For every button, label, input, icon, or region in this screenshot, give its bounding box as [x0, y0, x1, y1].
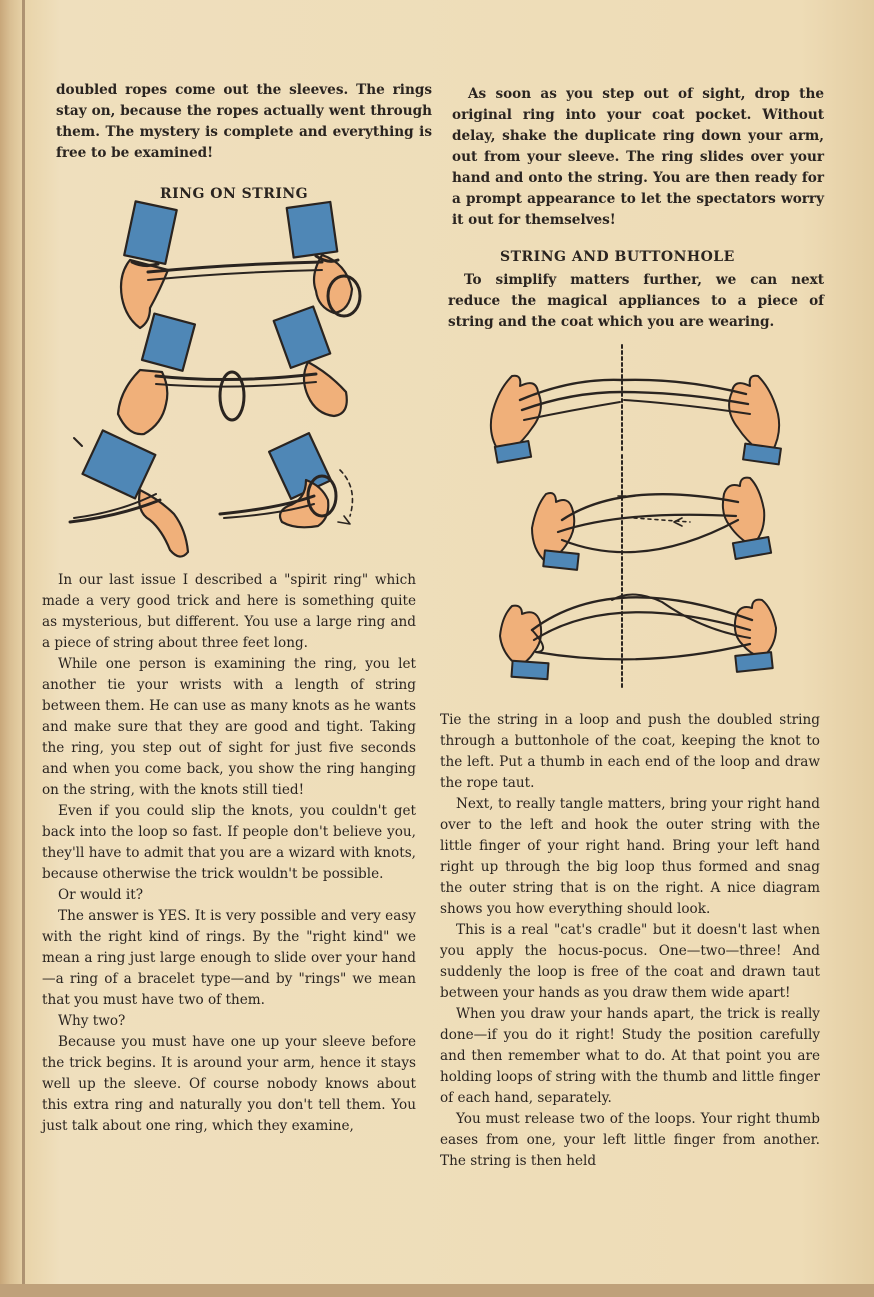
ring-on-string-heading: RING ON STRING [160, 186, 309, 202]
paragraph: The answer is YES. It is very possible and very easy with the right kind of rings. By the "right kind" we mean a ring just large enough to slide over your hand—a ring of a bracelet type—and by "rings" we mean that you must have two of them. [42, 908, 416, 1008]
column-b-body-text [440, 710, 820, 1172]
panel-1-hands-tied [121, 201, 360, 328]
figure-3-final-position [500, 570, 776, 690]
column-a-top-text [56, 80, 432, 164]
string-and-buttonhole-illustration [462, 340, 812, 700]
paragraph: Next, to really tangle matters, bring your right hand over to the left and hook the outer string with the little finger of your right hand. Bring your left hand right up through the big loop thus formed and snag the outer string that is on the right. A nice diagram shows you how everything should look. [440, 796, 820, 917]
figure-2-cats-cradle [532, 455, 771, 575]
ring-on-string-illustration [60, 200, 440, 570]
paragraph: Why two? [58, 1013, 126, 1029]
paragraph: Tie the string in a loop and push the doubled string through a buttonhole of the coat, keeping the knot to the left. Put a thumb in each end of the loop and draw the rope taut. [440, 712, 820, 791]
paragraph: You must release two of the loops. Your right thumb eases from one, your left little finger from another. The string is then held [440, 1111, 820, 1169]
paragraph: When you draw your hands apart, the trick is really done—if you do it right! Study the position carefully and then remember what to do. At that point you are holding loops of string with the thumb and little finger of each hand, separately. [440, 1006, 820, 1106]
panel-3-sleeve-reveal [70, 430, 352, 556]
column-b-top-text [452, 84, 824, 231]
paragraph: In our last issue I described a "spirit ring" which made a very good trick and here is something quite as mysterious, but different. You use a large ring and a piece of string about three feet long. [42, 572, 416, 651]
panel-2-ring-on-string [118, 307, 347, 435]
page-bottom-edge [0, 1284, 874, 1297]
paragraph: Or would it? [58, 887, 144, 903]
column-a-body-text [42, 570, 416, 1137]
paragraph: As soon as you step out of sight, drop the original ring into your coat pocket. Without delay, shake the duplicate ring down your arm, out from your sleeve. The ring slides over your hand and onto the string. You are then ready for a prompt appearance to let the spectators worry it out for themselves! [452, 86, 824, 228]
paragraph: To simplify matters further, we can next reduce the magical appliances to a piece of string and the coat which you are wearing. [448, 272, 824, 330]
string-and-buttonhole-heading: STRING AND BUTTONHOLE [500, 249, 735, 265]
paragraph: doubled ropes come out the sleeves. The rings stay on, because the ropes actually went through them. The mystery is complete and everything is free to be examined! [56, 82, 432, 161]
paragraph: Even if you could slip the knots, you couldn't get back into the loop so fast. If people don't believe you, they'll have to admit that you are a wizard with knots, because otherwise the trick wouldn't be possible. [42, 803, 416, 882]
paragraph: While one person is examining the ring, you let another tie your wrists with a length of string between them. He can use as many knots as he wants and make sure that they are good and tight. Taking the ring, you step out of sight for just five seconds and when you come back, you show the ring hanging on the string, with the knots still tied! [42, 656, 416, 798]
figure-1-loop-through-buttonhole [491, 345, 781, 464]
paragraph: This is a real "cat's cradle" but it doesn't last when you apply the hocus-pocus. One—two—three! And suddenly the loop is free of the coat and drawn taut between your hands as you draw them wide apart! [440, 922, 820, 1001]
column-b-intro-text [448, 270, 824, 333]
paragraph: Because you must have one up your sleeve before the trick begins. It is around your arm, hence it stays well up the sleeve. Of course nobody knows about this extra ring and naturally you don't tell them. You just talk about one ring, which they examine, [42, 1034, 416, 1134]
binding-gutter [22, 0, 25, 1297]
